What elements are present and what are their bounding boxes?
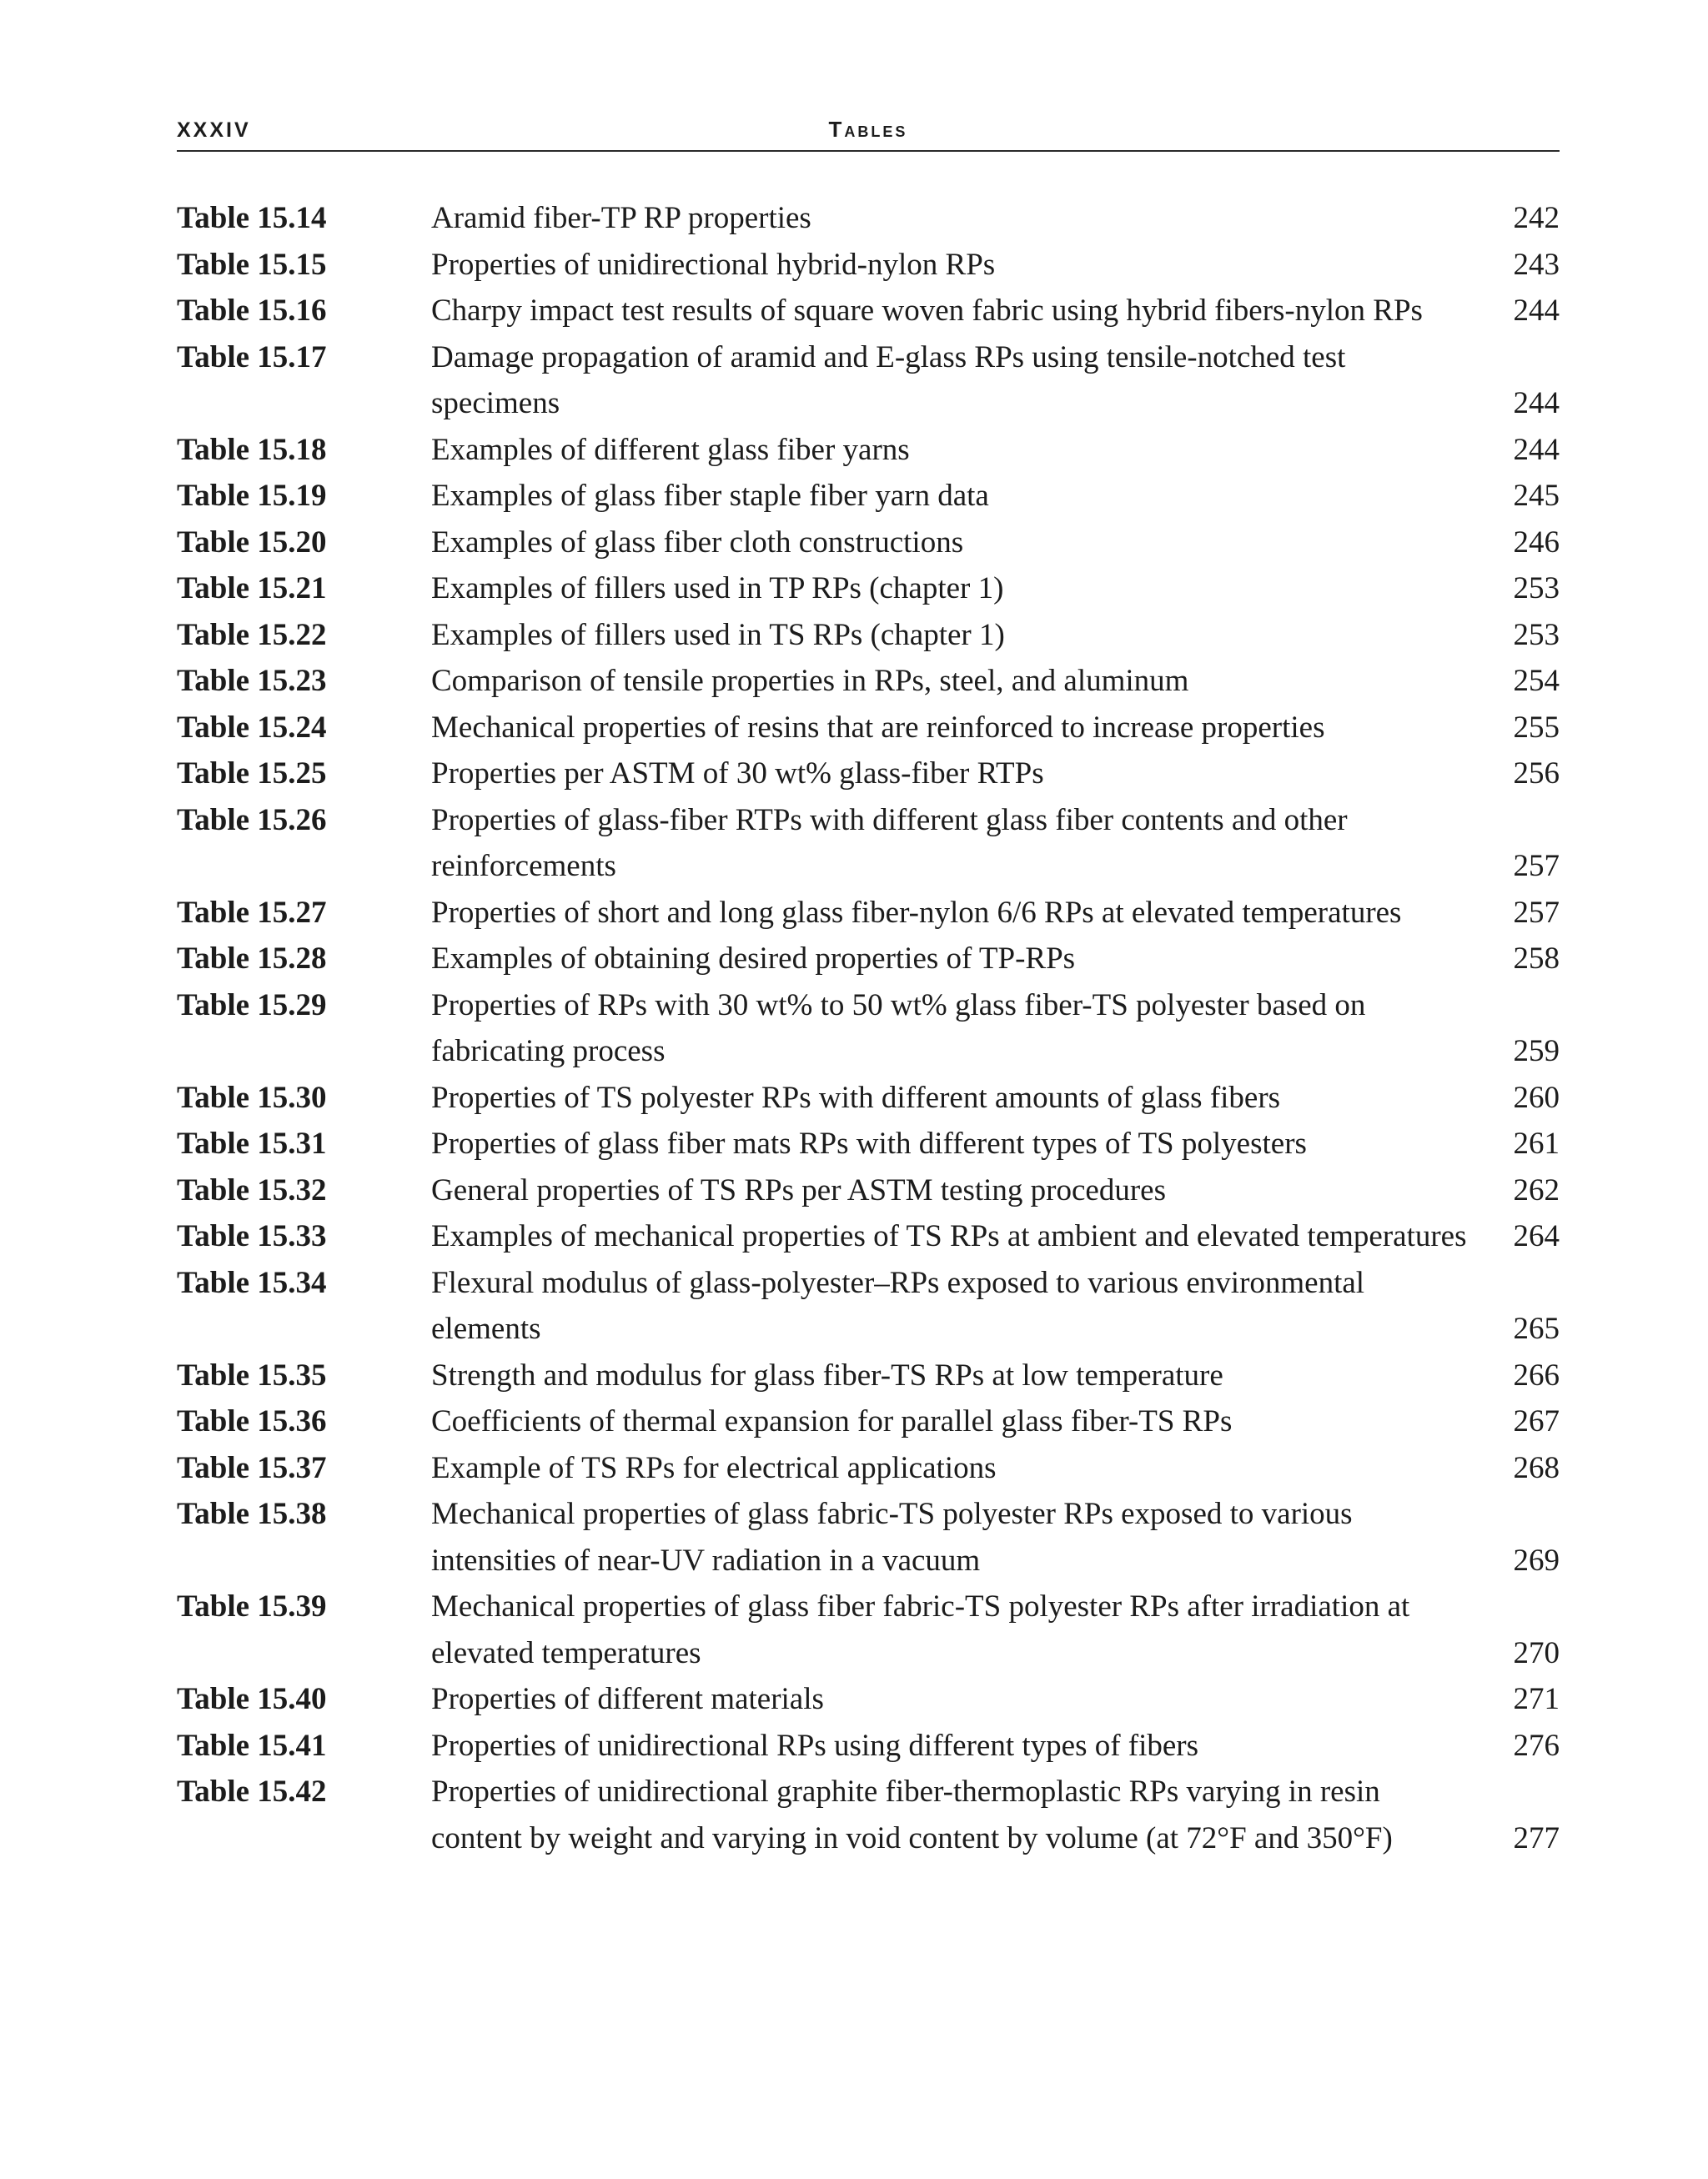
table-label: Table 15.26 bbox=[177, 802, 327, 837]
toc-entry bbox=[177, 288, 1560, 334]
table-title: Examples of glass fiber staple fiber yarn data bbox=[431, 479, 989, 513]
running-head: Tables bbox=[828, 117, 908, 142]
table-label: Table 15.19 bbox=[177, 479, 327, 513]
toc-entry bbox=[177, 427, 1560, 474]
page-reference: 244 bbox=[1513, 386, 1560, 420]
toc-entry bbox=[177, 242, 1560, 289]
page-reference: 258 bbox=[1513, 941, 1560, 976]
table-title: Properties of short and long glass fiber-nylon 6/6 RPs at elevated temperatures bbox=[431, 895, 1402, 930]
table-title: Properties of unidirectional RPs using different types of fibers bbox=[431, 1728, 1199, 1763]
page-reference: 253 bbox=[1513, 617, 1560, 652]
page-reference: 255 bbox=[1513, 710, 1560, 745]
table-label: Table 15.16 bbox=[177, 294, 327, 328]
table-label: Table 15.39 bbox=[177, 1589, 327, 1624]
page-reference: 256 bbox=[1513, 756, 1560, 791]
toc-entry bbox=[177, 1121, 1560, 1167]
toc-entry bbox=[177, 658, 1560, 705]
table-label: Table 15.25 bbox=[177, 756, 327, 791]
toc-entry bbox=[177, 195, 1560, 242]
page-reference: 243 bbox=[1513, 247, 1560, 282]
toc-entry bbox=[177, 1769, 1560, 1861]
table-label: Table 15.22 bbox=[177, 617, 327, 652]
toc-entry bbox=[177, 565, 1560, 612]
toc-entry bbox=[177, 705, 1560, 751]
page-header bbox=[177, 117, 1560, 152]
table-title: Mechanical properties of resins that are reinforced to increase properties bbox=[431, 710, 1325, 745]
list-of-tables bbox=[177, 195, 1560, 1861]
table-label: Table 15.30 bbox=[177, 1080, 327, 1115]
page-reference: 262 bbox=[1513, 1172, 1560, 1207]
table-title: Examples of mechanical properties of TS RPs at ambient and elevated temperatures bbox=[431, 1219, 1467, 1253]
table-title: Flexural modulus of glass-polyester–RPs exposed to various environmental elements bbox=[431, 1265, 1365, 1346]
page-reference: 265 bbox=[1513, 1312, 1560, 1346]
page-reference: 244 bbox=[1513, 294, 1560, 328]
table-label: Table 15.42 bbox=[177, 1775, 327, 1809]
page-reference: 257 bbox=[1513, 895, 1560, 930]
table-label: Table 15.24 bbox=[177, 710, 327, 745]
toc-entry bbox=[177, 1260, 1560, 1353]
table-label: Table 15.41 bbox=[177, 1728, 327, 1763]
page-reference: 271 bbox=[1513, 1682, 1560, 1716]
toc-entry bbox=[177, 334, 1560, 427]
table-label: Table 15.27 bbox=[177, 895, 327, 930]
table-title: Properties of glass-fiber RTPs with different glass fiber contents and other reinforcements bbox=[431, 802, 1348, 883]
table-label: Table 15.40 bbox=[177, 1682, 327, 1716]
table-title: Damage propagation of aramid and E-glass RPs using tensile-notched test specimens bbox=[431, 339, 1346, 420]
table-label: Table 15.36 bbox=[177, 1404, 327, 1438]
table-label: Table 15.33 bbox=[177, 1219, 327, 1253]
table-label: Table 15.20 bbox=[177, 525, 327, 560]
toc-entry bbox=[177, 612, 1560, 659]
table-title: Examples of different glass fiber yarns bbox=[431, 432, 910, 467]
table-title: Properties of unidirectional graphite fiber-thermoplastic RPs varying in resin content by weight and varying in void content by volume (at 72°F and 350°F) bbox=[431, 1775, 1393, 1855]
page-reference: 257 bbox=[1513, 849, 1560, 883]
page-number: XXXIV bbox=[177, 118, 251, 142]
table-label: Table 15.35 bbox=[177, 1358, 327, 1393]
table-label: Table 15.15 bbox=[177, 247, 327, 282]
table-title: Properties of RPs with 30 wt% to 50 wt% glass fiber-TS polyester based on fabricating process bbox=[431, 987, 1366, 1068]
table-title: Properties of TS polyester RPs with different amounts of glass fibers bbox=[431, 1080, 1281, 1115]
toc-entry bbox=[177, 1584, 1560, 1676]
page-reference: 244 bbox=[1513, 432, 1560, 467]
table-title: Charpy impact test results of square woven fabric using hybrid fibers-nylon RPs bbox=[431, 294, 1423, 328]
toc-entry bbox=[177, 751, 1560, 797]
toc-entry bbox=[177, 797, 1560, 890]
table-label: Table 15.14 bbox=[177, 201, 327, 235]
table-title: Example of TS RPs for electrical applications bbox=[431, 1450, 997, 1485]
page-reference: 246 bbox=[1513, 525, 1560, 560]
toc-entry bbox=[177, 1491, 1560, 1584]
page-reference: 245 bbox=[1513, 479, 1560, 513]
page-reference: 270 bbox=[1513, 1635, 1560, 1670]
table-title: Examples of glass fiber cloth constructions bbox=[431, 525, 964, 560]
toc-entry bbox=[177, 1723, 1560, 1770]
toc-entry bbox=[177, 473, 1560, 520]
table-title: Properties per ASTM of 30 wt% glass-fiber RTPs bbox=[431, 756, 1044, 791]
table-title: General properties of TS RPs per ASTM testing procedures bbox=[431, 1172, 1166, 1207]
table-title: Strength and modulus for glass fiber-TS RPs at low temperature bbox=[431, 1358, 1223, 1393]
table-title: Comparison of tensile properties in RPs, steel, and aluminum bbox=[431, 664, 1189, 698]
table-title: Properties of different materials bbox=[431, 1682, 824, 1716]
table-title: Aramid fiber-TP RP properties bbox=[431, 201, 811, 235]
toc-entry bbox=[177, 520, 1560, 566]
table-label: Table 15.29 bbox=[177, 987, 327, 1022]
toc-entry bbox=[177, 1167, 1560, 1214]
toc-entry bbox=[177, 982, 1560, 1075]
toc-entry bbox=[177, 1445, 1560, 1492]
table-label: Table 15.37 bbox=[177, 1450, 327, 1485]
table-title: Mechanical properties of glass fabric-TS polyester RPs exposed to various intensities of near-UV radiation in a vacuum bbox=[431, 1497, 1353, 1578]
page-reference: 253 bbox=[1513, 571, 1560, 605]
table-title: Mechanical properties of glass fiber fabric-TS polyester RPs after irradiation at elevated temperatures bbox=[431, 1589, 1410, 1670]
table-title: Examples of obtaining desired properties of TP-RPs bbox=[431, 941, 1076, 976]
page-reference: 261 bbox=[1513, 1127, 1560, 1161]
toc-entry bbox=[177, 1213, 1560, 1260]
toc-entry bbox=[177, 1676, 1560, 1723]
table-title: Examples of fillers used in TP RPs (chapter 1) bbox=[431, 571, 1004, 605]
page-reference: 276 bbox=[1513, 1728, 1560, 1763]
page-reference: 254 bbox=[1513, 664, 1560, 698]
page-reference: 268 bbox=[1513, 1450, 1560, 1485]
toc-entry bbox=[177, 1075, 1560, 1122]
table-title: Coefficients of thermal expansion for parallel glass fiber-TS RPs bbox=[431, 1404, 1233, 1438]
toc-entry bbox=[177, 1353, 1560, 1399]
table-title: Examples of fillers used in TS RPs (chapter 1) bbox=[431, 617, 1005, 652]
toc-entry bbox=[177, 890, 1560, 936]
table-label: Table 15.31 bbox=[177, 1127, 327, 1161]
table-label: Table 15.38 bbox=[177, 1497, 327, 1531]
table-label: Table 15.34 bbox=[177, 1265, 327, 1300]
table-title: Properties of glass fiber mats RPs with different types of TS polyesters bbox=[431, 1127, 1307, 1161]
page-reference: 269 bbox=[1513, 1543, 1560, 1578]
page-reference: 264 bbox=[1513, 1219, 1560, 1253]
page-reference: 260 bbox=[1513, 1080, 1560, 1115]
page-reference: 259 bbox=[1513, 1034, 1560, 1068]
table-label: Table 15.28 bbox=[177, 941, 327, 976]
table-label: Table 15.23 bbox=[177, 664, 327, 698]
table-label: Table 15.17 bbox=[177, 339, 327, 374]
toc-entry bbox=[177, 1398, 1560, 1445]
table-label: Table 15.18 bbox=[177, 432, 327, 467]
toc-entry bbox=[177, 936, 1560, 982]
table-label: Table 15.32 bbox=[177, 1172, 327, 1207]
table-label: Table 15.21 bbox=[177, 571, 327, 605]
page-reference: 267 bbox=[1513, 1404, 1560, 1438]
page-reference: 266 bbox=[1513, 1358, 1560, 1393]
page-reference: 242 bbox=[1513, 201, 1560, 235]
table-title: Properties of unidirectional hybrid-nylon RPs bbox=[431, 247, 996, 282]
page-reference: 277 bbox=[1513, 1820, 1560, 1855]
